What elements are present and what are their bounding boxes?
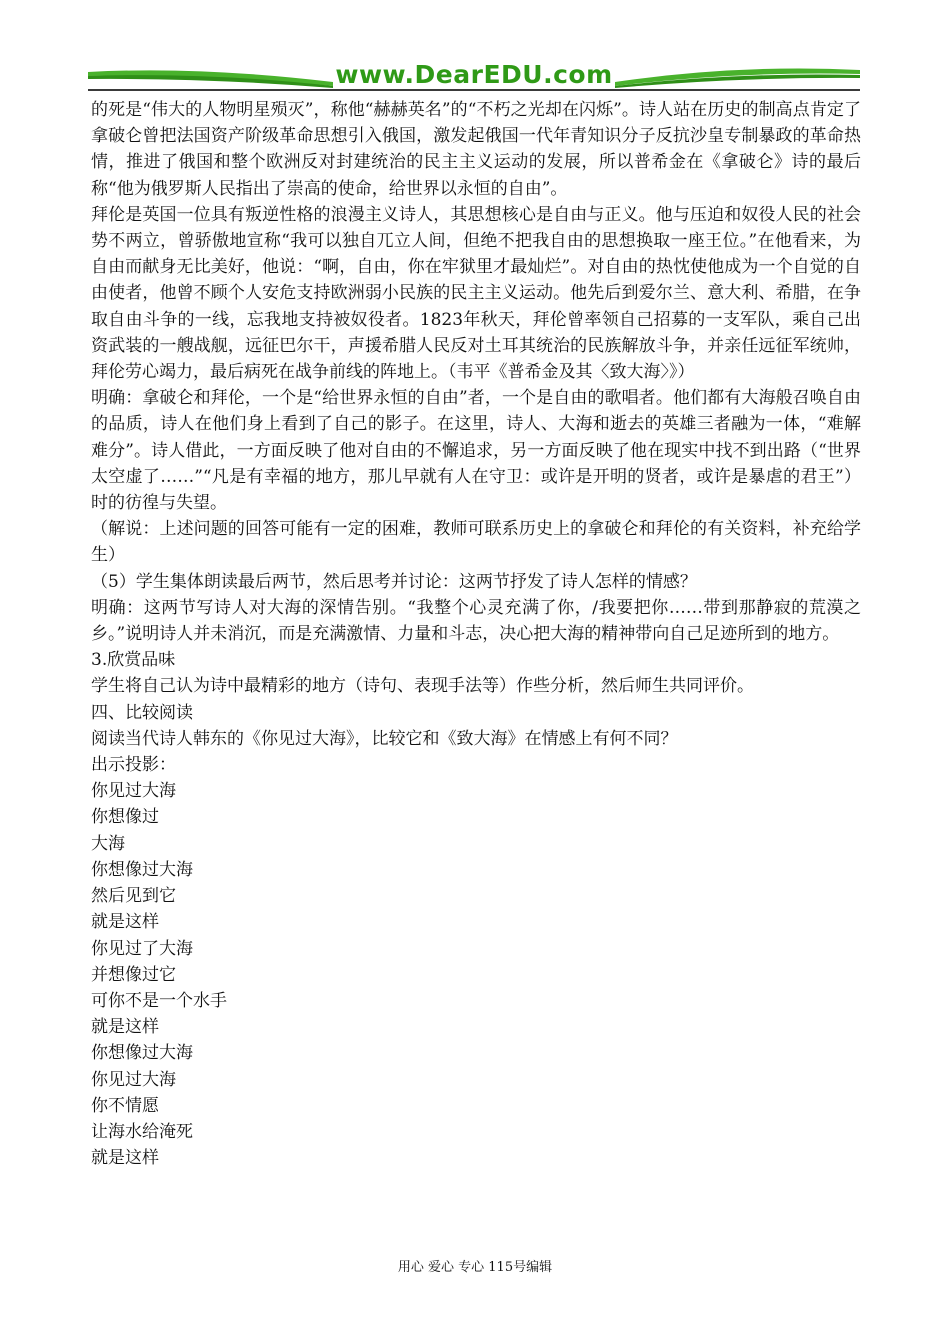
poem-line: 然后见到它 [91, 886, 176, 907]
poem-line: 就是这样 [91, 1017, 159, 1038]
poem-line: 大海 [91, 833, 125, 854]
paragraph-question-5: （5）学生集体朗读最后两节，然后思考并讨论：这两节抒发了诗人怎样的情感？ [91, 571, 697, 592]
section-heading-comparison: 四、比较阅读 [91, 702, 193, 723]
poem-line: 你不情愿 [91, 1095, 159, 1116]
paragraph-farewell: 明确：这两节写诗人对大海的深情告别。“我整个心灵充满了你，/我要把你……带到那静寂的荒漠之乡。”说明诗人并未消沉，而是充满激情、力量和斗志，决心把大海的精神带向自己足迹所到的地方。 [91, 597, 861, 645]
paragraph-clarification: 明确：拿破仑和拜伦，一个是“给世界永恒的自由”者，一个是自由的歌唱者。他们都有大海般召唤自由的品质，诗人在他们身上看到了自己的影子。在这里，诗人、大海和逝去的英雄三者融为一体，“难解难分”。诗人借此，一方面反映了他对自由的不懈追求，另一方面反映了他在现实中找不到出路（“世界太空虚了……”“凡是有幸福的地方，那儿早就有人在守卫：或许是开明的贤者，或许是暴虐的君王”）时的彷徨与失望。 [91, 388, 861, 514]
poem-line: 让海水给淹死 [91, 1121, 193, 1142]
document-body [91, 97, 861, 1171]
poem-line: 你想像过大海 [91, 1043, 193, 1064]
paragraph-explanation: （解说：上述问题的回答可能有一定的困难，教师可联系历史上的拿破仑和拜伦的有关资料，补充给学生） [91, 519, 861, 566]
poem-line: 可你不是一个水手 [91, 990, 227, 1011]
poem-line: 并想像过它 [91, 964, 176, 985]
paragraph-byron: 拜伦是英国一位具有叛逆性格的浪漫主义诗人，其思想核心是自由与正义。他与压迫和奴役人民的社会势不两立，曾骄傲地宣称“我可以独自兀立人间，但绝不把我自由的思想换取一座王位。”在他看来，为自由而献身无比美好，他说：“啊，自由，你在牢狱里才最灿烂”。对自由的热忱使他成为一个自觉的自由使者，他曾不顾个人安危支持欧洲弱小民族的民主主义运动。他先后到爱尔兰、意大利、希腊，在争取自由斗争的一线，忘我地支持被奴役者。1823年秋天，拜伦曾率领自己招募的一支军队，乘自己出资武装的一艘战舰，远征巴尔干，声援希腊人民反对土耳其统治的民族解放斗争，并亲任远征军统帅，拜伦劳心竭力，最后病死在战争前线的阵地上。（韦平《普希金及其〈致大海〉》） [91, 204, 861, 383]
site-logo: www.DearEDU.com [335, 60, 613, 89]
poem-line: 你想像过 [91, 807, 159, 828]
page-header [88, 58, 860, 92]
page-footer: 用心 爱心 专心 115号编辑 [397, 1260, 553, 1275]
poem-line: 就是这样 [91, 912, 159, 933]
paragraph-evaluation: 学生将自己认为诗中最精彩的地方（诗句、表现手法等）作些分析，然后师生共同评价。 [91, 676, 754, 697]
poem [91, 778, 861, 1171]
paragraph-napoleon: 的死是“伟大的人物明星殒灭”，称他“赫赫英名”的“不朽之光却在闪烁”。诗人站在历史的制高点肯定了拿破仑曾把法国资产阶级革命思想引入俄国，激发起俄国一代年青知识分子反抗沙皇专制暴政的革命热情，推进了俄国和整个欧洲反对封建统治的民主主义运动的发展，所以普希金在《拿破仑》诗的最后称“他为俄罗斯人民指出了崇高的使命，给世界以永恒的自由”。 [91, 100, 861, 199]
poem-line: 你想像过大海 [91, 859, 193, 880]
poem-line: 你见过大海 [91, 781, 176, 802]
poem-line: 你见过大海 [91, 1069, 176, 1090]
paragraph-projection: 出示投影： [91, 755, 176, 776]
paragraph-comparison-task: 阅读当代诗人韩东的《你见过大海》，比较它和《致大海》在情感上有何不同？ [91, 728, 678, 749]
poem-line: 你见过了大海 [91, 938, 193, 959]
poem-line: 就是这样 [91, 1148, 159, 1169]
section-heading-appreciation: 3.欣赏品味 [91, 650, 176, 671]
